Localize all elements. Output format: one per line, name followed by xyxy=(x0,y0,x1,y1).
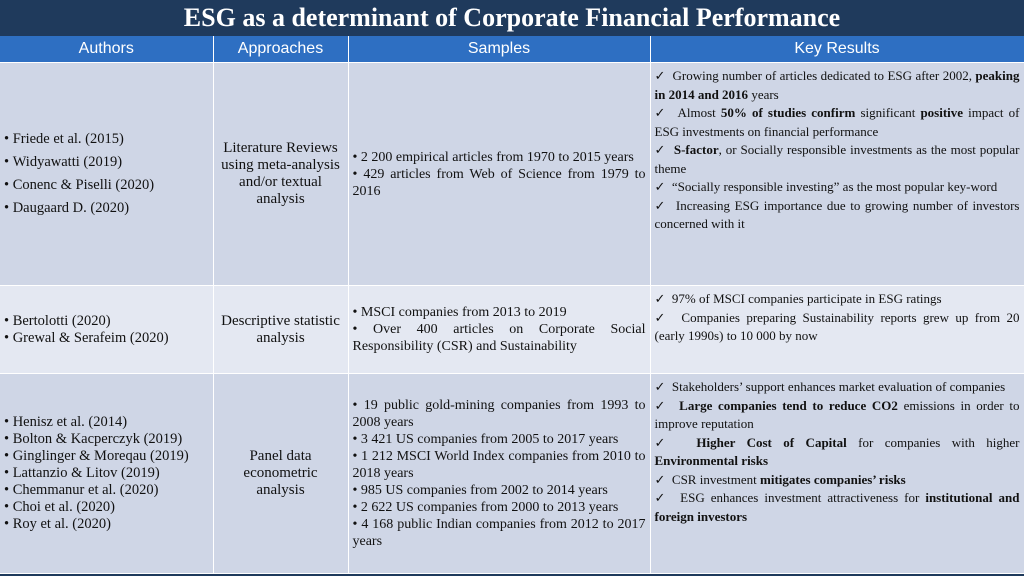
approach-cell: Literature Reviews using meta-analysis and/or textual analysis xyxy=(213,63,348,286)
author-item: • Lattanzio & Litov (2019) xyxy=(4,465,209,482)
authors-cell xyxy=(0,286,213,374)
header-samples: Samples xyxy=(348,36,650,63)
key-result-item xyxy=(655,434,1020,471)
sample-item: • 3 421 US companies from 2005 to 2017 years xyxy=(353,431,646,448)
key-result-text: mitigates companies’ risks xyxy=(760,471,906,487)
key-result-text: Large companies tend to reduce CO2 xyxy=(679,397,898,413)
key-result-text: years xyxy=(748,86,779,102)
author-item: • Ginglinger & Moreqau (2019) xyxy=(4,448,209,465)
key-result-text: S-factor xyxy=(673,142,719,157)
key-result-text: Environmental risks xyxy=(654,453,769,468)
sample-item: • 1 212 MSCI World Index companies from 2010 to 2018 years xyxy=(353,448,646,482)
key-result-text: 97% of MSCI companies participate in ESG ratings xyxy=(671,291,942,306)
key-result-text: ESG enhances investment attractiveness for xyxy=(680,490,926,505)
key-result-text: “Socially responsible investing” as the most popular key-word xyxy=(671,179,998,194)
slide-title: ESG as a determinant of Corporate Financial Performance xyxy=(183,3,841,32)
sample-item: • 985 US companies from 2002 to 2014 years xyxy=(353,482,646,499)
header-key-results: Key Results xyxy=(650,36,1024,63)
sample-item: • 2 200 empirical articles from 1970 to 2015 years xyxy=(353,149,646,166)
sample-item: • Over 400 articles on Corporate Social Responsibility (CSR) and Sustainability xyxy=(353,321,646,355)
key-result-text: , or Socially responsible investments as the most popular theme xyxy=(654,142,1020,176)
author-item: • Bolton & Kacperczyk (2019) xyxy=(4,431,209,448)
key-result-text: Companies preparing Sustainability reports grew up from 20 (early 1990s) to 10 000 by now xyxy=(654,309,1020,343)
key-result-item xyxy=(655,197,1020,234)
authors-cell xyxy=(0,63,213,286)
key-result-text: positive xyxy=(920,105,964,120)
samples-cell xyxy=(348,63,650,286)
approach-cell: Panel data econometric analysis xyxy=(213,374,348,574)
key-result-item xyxy=(655,489,1020,526)
author-item: • Daugaard D. (2020) xyxy=(4,200,209,217)
samples-cell xyxy=(348,374,650,574)
key-result-item xyxy=(655,104,1020,141)
key-result-text: Increasing ESG importance due to growing number of investors concerned with it xyxy=(654,197,1020,231)
author-item: • Widyawatti (2019) xyxy=(4,154,209,171)
key-result-text: Almost xyxy=(677,105,721,120)
key-result-item xyxy=(655,471,1020,490)
sample-item: • 4 168 public Indian companies from 2012 to 2017 years xyxy=(353,516,646,550)
sample-item: • 429 articles from Web of Science from 1979 to 2016 xyxy=(353,166,646,200)
author-item: • Roy et al. (2020) xyxy=(4,516,209,533)
author-item: • Conenc & Piselli (2020) xyxy=(4,177,209,194)
esg-studies-table xyxy=(0,36,1024,574)
sample-item: • 2 622 US companies from 2000 to 2013 years xyxy=(353,499,646,516)
key-result-text: significant xyxy=(855,105,921,120)
key-result-item xyxy=(655,290,1020,309)
authors-cell xyxy=(0,374,213,574)
table-row xyxy=(0,286,1024,374)
author-item: • Grewal & Serafeim (2020) xyxy=(4,330,209,347)
header-authors: Authors xyxy=(0,36,213,63)
table-row xyxy=(0,374,1024,574)
header-approaches: Approaches xyxy=(213,36,348,63)
key-result-text: CSR investment xyxy=(671,471,761,487)
author-item: • Henisz et al. (2014) xyxy=(4,414,209,431)
table-row xyxy=(0,63,1024,286)
key-result-item xyxy=(655,67,1020,104)
author-item: • Friede et al. (2015) xyxy=(4,131,209,148)
sample-item: • MSCI companies from 2013 to 2019 xyxy=(353,304,646,321)
table-header-row xyxy=(0,36,1024,63)
key-result-item xyxy=(655,378,1020,397)
key-result-item xyxy=(655,397,1020,434)
key-result-item xyxy=(655,141,1020,178)
key-results-cell xyxy=(650,63,1024,286)
key-result-item xyxy=(655,178,1020,197)
key-result-text: Growing number of articles dedicated to ESG after 2002, xyxy=(672,68,976,83)
key-result-text: for companies with higher xyxy=(846,434,1020,450)
samples-cell xyxy=(348,286,650,374)
approach-cell: Descriptive statistic analysis xyxy=(213,286,348,374)
key-result-text: impact of ESG investments on financial performance xyxy=(654,105,1020,139)
key-result-text: peaking in 2014 and 2016 xyxy=(654,68,1020,102)
sample-item: • 19 public gold-mining companies from 1993 to 2008 years xyxy=(353,397,646,431)
key-results-cell xyxy=(650,286,1024,374)
key-result-text: Higher Cost of Capital xyxy=(696,434,847,450)
key-result-item xyxy=(655,309,1020,346)
key-result-text: institutional and foreign investors xyxy=(654,490,1020,524)
key-result-text: emissions in order to improve reputation xyxy=(654,397,1020,431)
author-item: • Chemmanur et al. (2020) xyxy=(4,482,209,499)
key-result-text: 50% of studies confirm xyxy=(720,105,856,120)
key-result-text: Stakeholders’ support enhances market evaluation of companies xyxy=(671,379,1006,394)
author-item: • Choi et al. (2020) xyxy=(4,499,209,516)
author-item: • Bertolotti (2020) xyxy=(4,313,209,330)
key-results-cell xyxy=(650,374,1024,574)
